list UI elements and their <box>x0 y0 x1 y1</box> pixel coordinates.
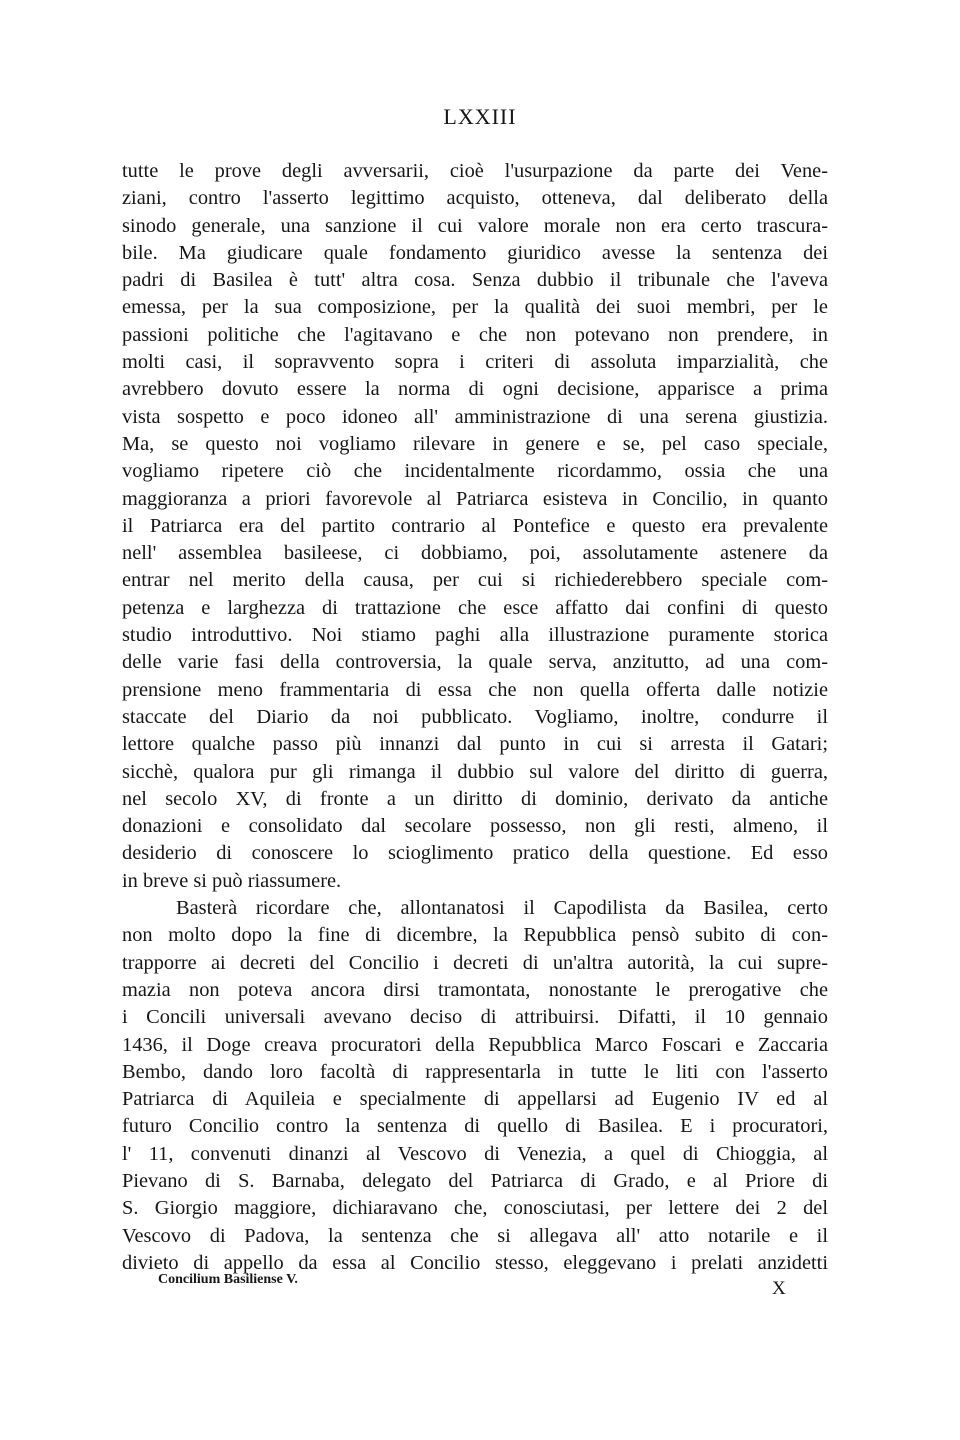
text-line: sinodo generale, una sanzione il cui valore morale non era certo trascura- <box>122 214 828 237</box>
text-line: non molto dopo la fine di dicembre, la Repubblica pensò subito di con- <box>122 924 828 947</box>
text-line: staccate del Diario da noi pubblicato. Vogliamo, inoltre, condurre il <box>122 705 828 728</box>
text-line: molti casi, il sopravvento sopra i criteri di assoluta imparzialità, che <box>122 351 828 374</box>
text-line: il Patriarca era del partito contrario al Pontefice e questo era prevalente <box>122 514 828 537</box>
page-number: LXXIII <box>443 104 517 129</box>
text-line: studio introduttivo. Noi stiamo paghi alla illustrazione puramente storica <box>122 624 828 647</box>
text-line: sicchè, qualora pur gli rimanga il dubbio sul valore del diritto di guerra, <box>122 760 828 783</box>
text-line: nell' assemblea basileese, ci dobbiamo, poi, assolutamente astenere da <box>122 542 828 565</box>
signature-mark: Concilium Basiliense V. <box>158 1272 298 1287</box>
text-line: maggioranza a priori favorevole al Patriarca esisteva in Concilio, in quanto <box>122 487 828 510</box>
text-line: divieto di appello da essa al Concilio stesso, eleggevano i prelati anzidetti <box>122 1251 828 1274</box>
text-line: delle varie fasi della controversia, la quale serva, anzitutto, ad una com- <box>122 651 828 674</box>
paragraph-2 <box>122 895 828 1277</box>
text-line: vogliamo ripetere ciò che incidentalmente ricordammo, ossia che una <box>122 460 828 483</box>
text-line: emessa, per la sua composizione, per la qualità dei suoi membri, per le <box>122 296 828 319</box>
text-line: desiderio di conoscere lo scioglimento pratico della questione. Ed esso <box>122 842 828 865</box>
text-line: Pievano di S. Barnaba, delegato del Patriarca di Grado, e al Priore di <box>122 1169 828 1192</box>
text-line: Basterà ricordare che, allontanatosi il Capodilista da Basilea, certo <box>176 897 828 920</box>
text-line: in breve si può riassumere. <box>122 869 342 892</box>
text-line: bile. Ma giudicare quale fondamento giuridico avesse la sentenza dei <box>122 241 828 264</box>
text-line: 1436, il Doge creava procuratori della Repubblica Marco Foscari e Zaccaria <box>122 1033 828 1056</box>
text-line: avrebbero dovuto essere la norma di ogni decisione, apparisce a prima <box>122 378 828 401</box>
text-line: ziani, contro l'asserto legittimo acquisto, otteneva, dal deliberato della <box>122 187 828 210</box>
text-line: donazioni e consolidato dal secolare possesso, non gli resti, almeno, il <box>122 815 828 838</box>
text-line: nel secolo XV, di fronte a un diritto di dominio, derivato da antiche <box>122 787 828 810</box>
text-line: padri di Basilea è tutt' altra cosa. Senza dubbio il tribunale che l'aveva <box>122 269 828 292</box>
text-line: Ma, se questo noi vogliamo rilevare in genere e se, pel caso speciale, <box>122 432 828 455</box>
text-line: i Concili universali avevano deciso di attribuirsi. Difatti, il 10 gennaio <box>122 1006 828 1029</box>
text-line: S. Giorgio maggiore, dichiaravano che, conosciutasi, per lettere dei 2 del <box>122 1197 828 1220</box>
text-line: trapporre ai decreti del Concilio i decreti di un'altra autorità, la cui supre- <box>122 951 828 974</box>
text-line: prensione meno frammentaria di essa che non quella offerta dalle notizie <box>122 678 828 701</box>
paragraph-1 <box>122 158 828 895</box>
text-line: entrar nel merito della causa, per cui si richiederebbero speciale com- <box>122 569 828 592</box>
text-line: passioni politiche che l'agitavano e che non potevano non prendere, in <box>122 323 828 346</box>
text-line: vista sospetto e poco idoneo all' amministrazione di una serena giustizia. <box>122 405 828 428</box>
sheet-number: X <box>772 1278 786 1299</box>
text-line: l' 11, convenuti dinanzi al Vescovo di Venezia, a quel di Chioggia, al <box>122 1142 828 1165</box>
text-line: mazia non poteva ancora dirsi tramontata, nonostante le prerogative che <box>122 978 828 1001</box>
text-line: futuro Concilio contro la sentenza di quello di Basilea. E i procuratori, <box>122 1115 828 1138</box>
text-line: petenza e larghezza di trattazione che esce affatto dai confini di questo <box>122 596 828 619</box>
text-line: Vescovo di Padova, la sentenza che si allegava all' atto notarile e il <box>122 1224 828 1247</box>
text-line: Bembo, dando loro facoltà di rappresentarla in tutte le liti con l'asserto <box>122 1060 828 1083</box>
text-line: tutte le prove degli avversarii, cioè l'usurpazione da parte dei Vene- <box>122 160 828 182</box>
text-line: Patriarca di Aquileia e specialmente di appellarsi ad Eugenio IV ed al <box>122 1088 828 1111</box>
body-text <box>122 158 828 1277</box>
text-line: lettore qualche passo più innanzi dal punto in cui si arresta il Gatari; <box>122 733 828 756</box>
